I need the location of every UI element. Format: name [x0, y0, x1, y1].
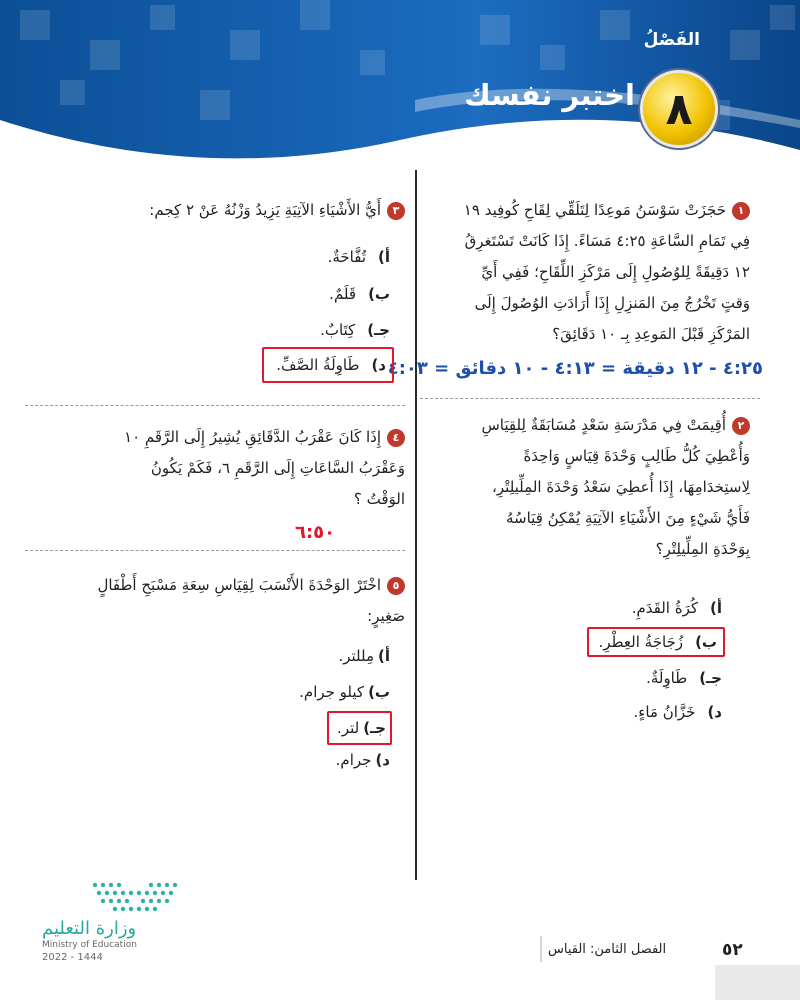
question-5 — [20, 570, 405, 632]
column-divider — [415, 170, 417, 880]
question-4 — [20, 422, 405, 515]
footer-divider — [540, 936, 542, 962]
question-2-line: وَأُعْطِيَ كُلُّ طَالِبٍ وَحْدَةَ قِيَاسٍ وَاحِدَةً — [523, 447, 750, 465]
question-2 — [430, 410, 750, 565]
question-2-option-c: جـ)طَاوِلَةٌ. — [646, 669, 722, 687]
page-number: ٥٢ — [722, 940, 743, 960]
question-5-line: صَغِيرٍ: — [367, 607, 405, 625]
question-1-worked-answer: ٤:٢٥ - ١٢ دقيقة = ٤:١٣ - ١٠ دقائق = ٤:٠٣ — [387, 358, 763, 379]
question-1-line: فِي تَمَامِ السَّاعَةِ ٤:٢٥ مَسَاءً. إِذَا كَانَتْ تَسْتَغرِقُ — [464, 232, 750, 250]
ministry-year: 2022 - 1444 — [42, 952, 103, 963]
question-2-option-a: أ)كُرَةُ القَدَمِ. — [631, 599, 722, 617]
question-1-line: وَقتٍ تَخْرُجُ مِنَ المَنزِلِ إِذَا أَرَادَتِ الوُصُولَ إِلَى — [474, 294, 750, 312]
question-2-line: بِوَحْدَةِ المِلِّيلِتْرِ؟ — [655, 540, 750, 558]
question-4-line: الوَقْتُ ؟ — [353, 490, 405, 508]
question-3-option-b: ب)قَلَمٌ. — [329, 285, 390, 303]
question-4-line: ٤إِذَا كَانَ عَقْرَبُ الدَّقَائِقِ يُشِيرُ إِلَى الرَّقَمِ ١٠ — [20, 422, 405, 453]
question-2-line: فَأَيُّ شَيْءٍ مِنَ الأَشْيَاءِ الآتِيَةِ يُمْكِنُ قِيَاسُهُ — [506, 509, 750, 527]
chapter-word: الفَصْلُ — [643, 30, 700, 50]
question-1-line: ١٢ دَقِيقَةً لِلوُصُولِ إِلَى مَرْكَزِ اللِّقَاحِ؛ فَفِي أَيِّ — [481, 263, 750, 281]
question-number-badge: ١ — [732, 202, 750, 220]
question-number-badge: ٣ — [387, 202, 405, 220]
dashed-separator — [25, 550, 405, 551]
question-2-option-b-highlighted: ب)زُجَاجَةُ العِطْرِ. — [587, 627, 725, 657]
ministry-logo — [90, 880, 180, 916]
question-4-answer: ٦:٥٠ — [295, 522, 336, 543]
question-5-option-c-highlighted: جـ)لتر. — [327, 711, 392, 745]
dashed-separator — [420, 398, 760, 399]
ministry-logo-dots-icon — [90, 880, 180, 916]
question-3-option-a: أ)تُفَّاحَةٌ. — [327, 248, 390, 266]
question-5-option-b: ب)كيلو جرام. — [299, 683, 390, 701]
question-1 — [430, 195, 750, 350]
question-2-line: لِاستِخدَامِهَا، إِذَا أُعطِيَ سَعْدُ وَحْدَةَ المِلِّيلِتْرِ، — [492, 478, 750, 496]
question-3: ٣أَيُّ الأَشْيَاءِ الآتِيَةِ يَزِيدُ وَزْنُهُ عَنْ ٢ كِجم: — [20, 195, 405, 226]
ministry-name-english: Ministry of Education — [42, 940, 137, 950]
question-1-line: المَرْكَزِ قَبْلَ المَوعِدِ بِـ ١٠ دَقَائِقَ؟ — [552, 325, 750, 343]
dashed-separator — [25, 405, 405, 406]
question-5-option-d: د)جرام. — [335, 751, 390, 769]
chapter-number-medal — [640, 70, 718, 148]
question-1-line: ١حَجَزَتْ سَوْسَنُ مَوعِدًا لِتَلَقِّي لِقَاحِ كُوفِيد ١٩ — [430, 195, 750, 226]
question-number-badge: ٢ — [732, 417, 750, 435]
ministry-name-arabic: وزارة التعليم — [42, 918, 137, 939]
question-4-line: وَعَقْرَبُ السَّاعَاتِ إِلَى الرَّقَمِ ٦، فَكَمْ يَكُونُ — [150, 459, 405, 477]
footer-chapter-label: الفصل الثامن: القياس — [548, 942, 667, 957]
chapter-number: ٨ — [665, 83, 693, 135]
question-number-badge: ٤ — [387, 429, 405, 447]
page-title: اختبر نفسك — [464, 78, 635, 112]
question-2-line: ٢أُقِيمَتْ فِي مَدْرَسَةِ سَعْدٍ مُسَابَقَةٌ لِلقِيَاسِ — [430, 410, 750, 441]
question-5-option-a: أ)مِللتر. — [338, 647, 390, 665]
question-5-line: ٥اخْتَرْ الوَحْدَةَ الأَنْسَبَ لِقِيَاسِ سِعَةِ مَسْبَحِ أَطْفَالٍ — [20, 570, 405, 601]
question-3-option-c: جـ)كِتَابٌ. — [320, 321, 390, 339]
question-2-option-d: د)خَزَّانُ مَاءٍ. — [633, 703, 722, 721]
question-number-badge: ٥ — [387, 577, 405, 595]
question-3-option-d-highlighted: د)طَاوِلَةُ الصَّفِّ. — [262, 347, 394, 383]
footer-corner-strip — [715, 965, 800, 1000]
